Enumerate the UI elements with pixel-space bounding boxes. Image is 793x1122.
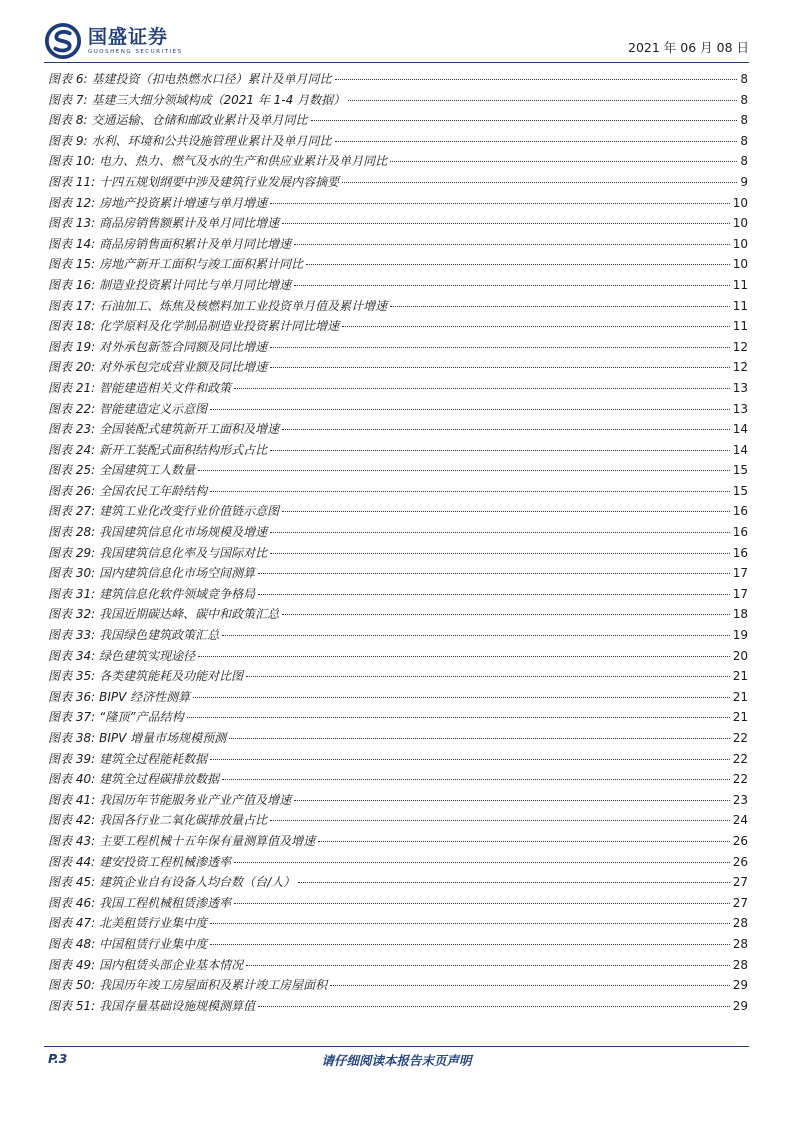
toc-entry-title: 我国近期碳达峰、碳中和政策汇总 xyxy=(99,607,280,622)
toc-dot-leader xyxy=(270,532,730,533)
toc-dot-leader xyxy=(390,306,730,307)
toc-entry-label: 图表 35: xyxy=(48,669,96,684)
toc-entry-title: 各类建筑能耗及功能对比图 xyxy=(99,669,244,684)
toc-entry-label: 图表 38: xyxy=(48,731,96,745)
toc-entry[interactable] xyxy=(48,440,748,461)
toc-entry-title: 我国历年节能服务业产业产值及增速 xyxy=(99,792,292,807)
toc-entry-label: 图表 25: xyxy=(48,463,96,478)
toc-entry-page: 19 xyxy=(732,628,748,643)
toc-entry-label: 图表 45: xyxy=(48,875,96,890)
toc-entry-title: 石油加工、炼焦及核燃料加工业投资单月值及累计增速 xyxy=(99,298,388,313)
toc-dot-leader xyxy=(270,450,730,451)
toc-dot-leader xyxy=(246,965,730,966)
toc-entry-page: 17 xyxy=(732,586,748,601)
toc-entry-label: 图表 22: xyxy=(48,401,96,416)
toc-dot-leader xyxy=(298,882,730,883)
toc-entry-page: 12 xyxy=(732,360,748,375)
toc-dot-leader xyxy=(282,429,730,430)
toc-entry-page: 8 xyxy=(740,113,748,128)
toc-entry-page: 11 xyxy=(732,298,748,313)
toc-dot-leader xyxy=(390,161,737,162)
toc-entry[interactable] xyxy=(48,749,748,770)
toc-entry[interactable] xyxy=(48,563,748,584)
toc-entry-label: 图表 44: xyxy=(48,854,96,869)
logo-chinese-text: 国盛证券 xyxy=(88,26,169,48)
toc-entry[interactable] xyxy=(48,316,748,337)
toc-entry-page: 10 xyxy=(732,195,748,210)
toc-entry-title: 电力、热力、燃气及水的生产和供应业累计及单月同比 xyxy=(99,154,388,169)
toc-entry-label: 图表 27: xyxy=(48,504,96,519)
toc-entry-page: 24 xyxy=(732,813,748,828)
toc-entry-page: 10 xyxy=(732,236,748,251)
toc-entry-page: 26 xyxy=(732,833,748,848)
toc-entry[interactable] xyxy=(48,522,748,543)
logo-english-text: GUOSHENG SECURITIES xyxy=(88,49,183,55)
toc-entry[interactable] xyxy=(48,131,748,152)
toc-entry-title: 房地产新开工面积与竣工面积累计同比 xyxy=(99,257,304,272)
toc-entry-label: 图表 6: xyxy=(48,72,88,86)
toc-dot-leader xyxy=(210,491,730,492)
toc-entry-page: 18 xyxy=(732,607,748,622)
toc-entry-title: BIPV 经济性测算 xyxy=(99,689,191,704)
toc-entry-label: 图表 50: xyxy=(48,978,96,993)
toc-entry[interactable] xyxy=(48,110,748,131)
toc-entry-label: 图表 32: xyxy=(48,607,96,622)
toc-entry-page: 22 xyxy=(732,772,748,787)
toc-entry-page: 20 xyxy=(732,648,748,663)
toc-dot-leader xyxy=(258,594,730,595)
toc-entry-page: 28 xyxy=(732,936,748,951)
toc-entry-label: 图表 18: xyxy=(48,319,96,334)
toc-dot-leader xyxy=(330,985,730,986)
toc-entry-title: 制造业投资累计同比与单月同比增速 xyxy=(99,277,292,292)
toc-entry-label: 图表 8: xyxy=(48,113,88,128)
toc-entry[interactable] xyxy=(48,357,748,378)
toc-entry-label: 图表 13: xyxy=(48,216,96,231)
toc-entry-title: 国内建筑信息化市场空间测算 xyxy=(99,566,256,581)
toc-entry-page: 28 xyxy=(732,916,748,931)
toc-entry-page: 13 xyxy=(732,380,748,395)
toc-entry-label: 图表 34: xyxy=(48,648,96,663)
toc-entry-title: 绿色建筑实现途径 xyxy=(99,648,196,663)
toc-entry-title: 建筑企业自有设备人均台数（台/人） xyxy=(99,875,296,890)
toc-entry[interactable] xyxy=(48,893,748,914)
toc-entry-title: BIPV 增量市场规模预测 xyxy=(99,731,227,745)
toc-entry-page: 22 xyxy=(732,731,748,745)
toc-entry[interactable] xyxy=(48,872,748,893)
logo-icon xyxy=(44,22,82,60)
toc-entry-title: 水利、环境和公共设施管理业累计及单月同比 xyxy=(91,133,332,148)
toc-entry-label: 图表 33: xyxy=(48,628,96,643)
toc-entry[interactable] xyxy=(48,213,748,234)
toc-entry[interactable] xyxy=(48,769,748,790)
toc-entry[interactable] xyxy=(48,687,748,708)
toc-entry-label: 图表 37: xyxy=(48,710,96,725)
toc-entry-title: 对外承包新签合同额及同比增速 xyxy=(99,339,268,354)
toc-entry-label: 图表 20: xyxy=(48,360,96,375)
toc-entry-label: 图表 17: xyxy=(48,298,96,313)
toc-entry-title: 建安投资工程机械渗透率 xyxy=(99,854,232,869)
toc-dot-leader xyxy=(270,553,730,554)
toc-entry-label: 图表 12: xyxy=(48,195,96,210)
toc-entry-page: 8 xyxy=(740,154,748,169)
toc-entry-label: 图表 29: xyxy=(48,545,96,560)
toc-entry[interactable] xyxy=(48,501,748,522)
toc-dot-leader xyxy=(270,820,730,821)
toc-entry[interactable] xyxy=(48,460,748,481)
toc-entry-label: 图表 24: xyxy=(48,442,96,457)
toc-dot-leader xyxy=(258,1006,730,1007)
toc-entry-label: 图表 21: xyxy=(48,380,96,395)
toc-dot-leader xyxy=(246,676,730,677)
toc-dot-leader xyxy=(294,800,730,801)
toc-entry-title: 我国存量基础设施规模测算值 xyxy=(99,998,256,1013)
toc-dot-leader xyxy=(198,470,730,471)
toc-dot-leader xyxy=(222,779,730,780)
toc-dot-leader xyxy=(270,347,730,348)
toc-entry-label: 图表 36: xyxy=(48,689,96,704)
toc-entry[interactable] xyxy=(48,852,748,873)
toc-entry-title: 北美租赁行业集中度 xyxy=(99,916,208,931)
toc-dot-leader xyxy=(306,264,730,265)
toc-entry[interactable] xyxy=(48,790,748,811)
toc-dot-leader xyxy=(270,203,730,204)
toc-entry[interactable] xyxy=(48,584,748,605)
toc-dot-leader xyxy=(229,738,730,739)
toc-entry-page: 9 xyxy=(740,174,748,189)
toc-dot-leader xyxy=(222,635,730,636)
toc-entry-label: 图表 49: xyxy=(48,957,96,972)
toc-entry-label: 图表 19: xyxy=(48,339,96,354)
toc-entry-label: 图表 23: xyxy=(48,422,96,437)
toc-entry-page: 11 xyxy=(732,319,748,334)
toc-entry-title: 十四五规划纲要中涉及建筑行业发展内容摘要 xyxy=(99,174,340,189)
toc-entry-title: 新开工装配式面积结构形式占比 xyxy=(99,442,268,457)
toc-dot-leader xyxy=(282,223,730,224)
toc-entry-label: 图表 16: xyxy=(48,277,96,292)
toc-entry-title: 国内租赁头部企业基本情况 xyxy=(99,957,244,972)
toc-entry-label: 图表 41: xyxy=(48,792,96,807)
toc-entry-title: 交通运输、仓储和邮政业累计及单月同比 xyxy=(91,113,308,128)
toc-dot-leader xyxy=(335,79,738,80)
toc-entry-title: 智能建造相关文件和政策 xyxy=(99,380,232,395)
footer-disclaimer: 请仔细阅读本报告末页声明 xyxy=(321,1053,472,1068)
toc-entry-title: 对外承包完成营业额及同比增速 xyxy=(99,360,268,375)
toc-entry-page: 16 xyxy=(732,545,748,560)
toc-entry-label: 图表 51: xyxy=(48,998,96,1013)
toc-entry[interactable] xyxy=(48,728,748,749)
toc-entry-page: 12 xyxy=(732,339,748,354)
toc-entry-title: 商品房销售面积累计及单月同比增速 xyxy=(99,236,292,251)
toc-entry-label: 图表 9: xyxy=(48,133,88,148)
toc-dot-leader xyxy=(318,841,730,842)
toc-dot-leader xyxy=(282,614,730,615)
toc-entry-title: 建筑工业化改变行业价值链示意图 xyxy=(99,504,280,519)
toc-entry-page: 29 xyxy=(732,998,748,1013)
toc-entry[interactable] xyxy=(48,69,748,90)
toc-entry-title: 建筑全过程碳排放数据 xyxy=(99,772,220,787)
header-divider xyxy=(44,62,749,63)
toc-entry[interactable] xyxy=(48,913,748,934)
toc-entry[interactable] xyxy=(48,234,748,255)
page-header xyxy=(44,22,749,62)
toc-entry-title: 基建三大细分领域构成（2021 年 1-4 月数据） xyxy=(91,92,346,107)
toc-entry-title: 建筑信息化软件领域竞争格局 xyxy=(99,586,256,601)
toc-dot-leader xyxy=(193,697,730,698)
toc-entry-page: 17 xyxy=(732,566,748,581)
toc-entry-title: “隆顶”产品结构 xyxy=(99,710,184,725)
toc-entry[interactable] xyxy=(48,975,748,996)
toc-entry-title: 智能建造定义示意图 xyxy=(99,401,208,416)
table-of-figures xyxy=(48,69,748,1016)
footer-divider xyxy=(44,1046,749,1047)
toc-entry-title: 房地产投资累计增速与单月增速 xyxy=(99,195,268,210)
toc-entry[interactable] xyxy=(48,193,748,214)
toc-dot-leader xyxy=(335,141,738,142)
report-date: 2021 年 06 月 08 日 xyxy=(628,40,749,55)
toc-entry-label: 图表 15: xyxy=(48,257,96,272)
toc-entry-label: 图表 31: xyxy=(48,586,96,601)
toc-entry-title: 我国绿色建筑政策汇总 xyxy=(99,628,220,643)
page-number: P.3 xyxy=(48,1051,68,1066)
toc-entry-label: 图表 30: xyxy=(48,566,96,581)
toc-dot-leader xyxy=(311,120,738,121)
toc-entry[interactable] xyxy=(48,543,748,564)
toc-entry[interactable] xyxy=(48,151,748,172)
toc-entry[interactable] xyxy=(48,172,748,193)
toc-entry-title: 全国农民工年龄结构 xyxy=(99,483,208,498)
toc-entry-page: 23 xyxy=(732,792,748,807)
toc-entry-label: 图表 43: xyxy=(48,833,96,848)
toc-dot-leader xyxy=(198,656,730,657)
toc-entry-page: 14 xyxy=(732,442,748,457)
toc-entry-page: 21 xyxy=(732,710,748,725)
toc-entry[interactable] xyxy=(48,955,748,976)
toc-entry-title: 全国建筑工人数量 xyxy=(99,463,196,478)
toc-dot-leader xyxy=(342,182,737,183)
toc-entry-page: 8 xyxy=(740,72,748,86)
toc-dot-leader xyxy=(294,285,730,286)
toc-entry-page: 27 xyxy=(732,875,748,890)
toc-entry[interactable] xyxy=(48,831,748,852)
toc-entry-title: 我国工程机械租赁渗透率 xyxy=(99,895,232,910)
toc-entry[interactable] xyxy=(48,625,748,646)
toc-entry[interactable] xyxy=(48,481,748,502)
toc-entry-title: 我国各行业二氧化碳排放量占比 xyxy=(99,813,268,828)
toc-dot-leader xyxy=(282,511,730,512)
toc-entry-page: 28 xyxy=(732,957,748,972)
toc-entry[interactable] xyxy=(48,90,748,111)
toc-entry-title: 化学原料及化学制品制造业投资累计同比增速 xyxy=(99,319,340,334)
toc-entry-page: 26 xyxy=(732,854,748,869)
toc-entry-page: 29 xyxy=(732,978,748,993)
toc-entry-title: 主要工程机械十五年保有量测算值及增速 xyxy=(99,833,316,848)
toc-entry[interactable] xyxy=(48,399,748,420)
toc-entry-label: 图表 46: xyxy=(48,895,96,910)
toc-entry-page: 10 xyxy=(732,216,748,231)
toc-dot-leader xyxy=(234,903,730,904)
toc-entry-title: 建筑全过程能耗数据 xyxy=(99,751,208,766)
toc-entry-title: 全国装配式建筑新开工面积及增速 xyxy=(99,422,280,437)
toc-dot-leader xyxy=(294,244,730,245)
toc-entry-title: 基建投资（扣电热燃水口径）累计及单月同比 xyxy=(91,72,332,86)
toc-entry[interactable] xyxy=(48,934,748,955)
toc-entry[interactable] xyxy=(48,419,748,440)
toc-entry-title: 我国历年竣工房屋面积及累计竣工房屋面积 xyxy=(99,978,328,993)
toc-dot-leader xyxy=(210,759,730,760)
toc-entry-label: 图表 39: xyxy=(48,751,96,766)
toc-entry[interactable] xyxy=(48,604,748,625)
toc-dot-leader xyxy=(210,944,730,945)
toc-entry-page: 8 xyxy=(740,92,748,107)
toc-entry-label: 图表 28: xyxy=(48,525,96,540)
toc-dot-leader xyxy=(342,326,730,327)
toc-entry-page: 8 xyxy=(740,133,748,148)
toc-dot-leader xyxy=(210,923,730,924)
toc-entry[interactable] xyxy=(48,810,748,831)
toc-entry-page: 16 xyxy=(732,525,748,540)
toc-entry-page: 22 xyxy=(732,751,748,766)
toc-entry-title: 我国建筑信息化市场规模及增速 xyxy=(99,525,268,540)
toc-entry[interactable] xyxy=(48,707,748,728)
toc-entry-page: 13 xyxy=(732,401,748,416)
toc-dot-leader xyxy=(270,367,730,368)
toc-entry-label: 图表 11: xyxy=(48,174,96,189)
toc-dot-leader xyxy=(258,573,730,574)
toc-dot-leader xyxy=(187,717,730,718)
toc-entry-label: 图表 10: xyxy=(48,154,96,169)
toc-entry-page: 21 xyxy=(732,669,748,684)
toc-entry-page: 10 xyxy=(732,257,748,272)
toc-entry-title: 商品房销售额累计及单月同比增速 xyxy=(99,216,280,231)
toc-dot-leader xyxy=(348,100,737,101)
toc-entry-label: 图表 48: xyxy=(48,936,96,951)
toc-entry-page: 15 xyxy=(732,463,748,478)
toc-dot-leader xyxy=(234,862,730,863)
toc-entry[interactable] xyxy=(48,254,748,275)
toc-entry[interactable] xyxy=(48,996,748,1017)
toc-entry-page: 21 xyxy=(732,689,748,704)
toc-entry[interactable] xyxy=(48,646,748,667)
toc-entry-page: 14 xyxy=(732,422,748,437)
toc-entry-label: 图表 42: xyxy=(48,813,96,828)
toc-entry[interactable] xyxy=(48,666,748,687)
toc-entry-label: 图表 47: xyxy=(48,916,96,931)
company-logo xyxy=(44,22,183,60)
toc-dot-leader xyxy=(234,388,730,389)
toc-entry-title: 我国建筑信息化率及与国际对比 xyxy=(99,545,268,560)
toc-entry[interactable] xyxy=(48,337,748,358)
toc-entry-label: 图表 40: xyxy=(48,772,96,787)
toc-entry-title: 中国租赁行业集中度 xyxy=(99,936,208,951)
toc-entry[interactable] xyxy=(48,296,748,317)
toc-entry-page: 15 xyxy=(732,483,748,498)
toc-entry[interactable] xyxy=(48,378,748,399)
toc-entry-label: 图表 14: xyxy=(48,236,96,251)
toc-entry-label: 图表 7: xyxy=(48,92,88,107)
toc-entry-page: 27 xyxy=(732,895,748,910)
toc-entry-page: 11 xyxy=(732,277,748,292)
toc-entry[interactable] xyxy=(48,275,748,296)
toc-dot-leader xyxy=(210,409,730,410)
toc-entry-label: 图表 26: xyxy=(48,483,96,498)
toc-entry-page: 16 xyxy=(732,504,748,519)
